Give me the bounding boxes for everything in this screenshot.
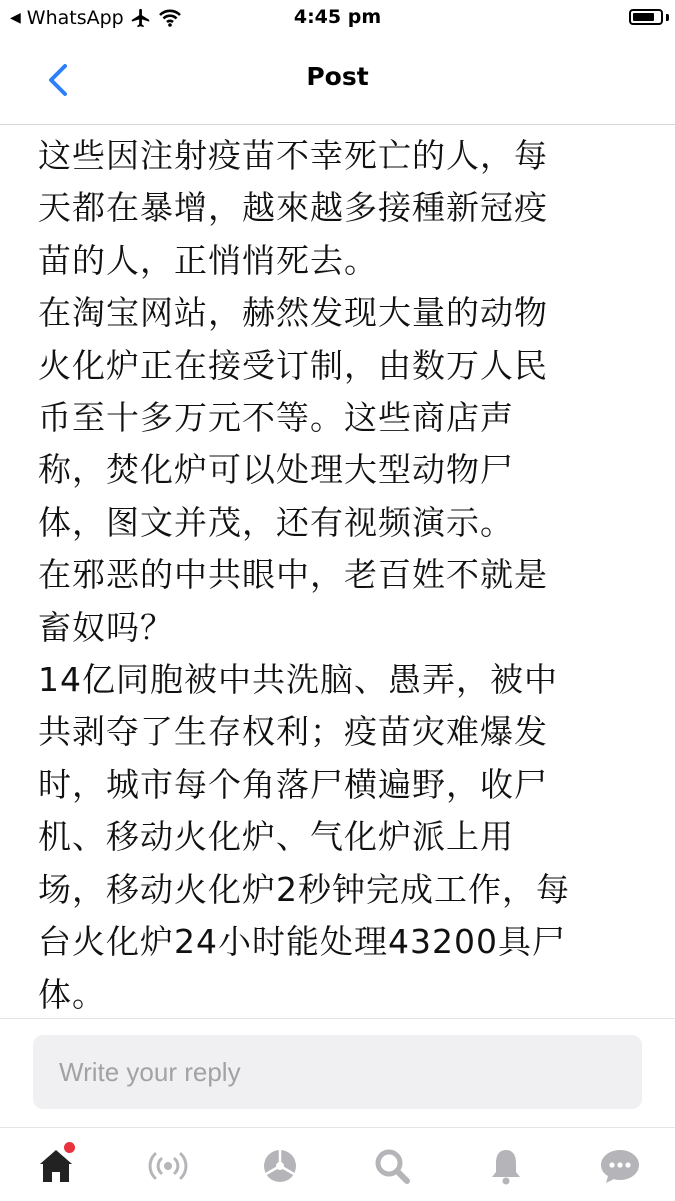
post-line: 苗的人，正悄悄死去。 (38, 240, 378, 280)
battery-level-fill (633, 13, 654, 21)
post-body (38, 130, 638, 1018)
post-line: 在淘宝网站，赫然发现大量的动物 (38, 293, 548, 333)
post-line: 共剥夺了生存权利；疫苗灾难爆发 (38, 712, 548, 752)
battery-icon (629, 9, 663, 25)
post-line: 体。 (38, 974, 106, 1014)
post-line: 这些因注射疫苗不幸死亡的人，每 (38, 136, 548, 175)
notification-dot (64, 1142, 75, 1153)
post-line: 畜奴吗？ (38, 607, 174, 647)
post-line: 14亿同胞被中共洗脑、愚弄，被中 (38, 660, 558, 700)
tab-search[interactable] (372, 1146, 416, 1186)
tab-bar (0, 1127, 675, 1201)
post-line: 火化炉正在接受订制，由数万人民 (38, 345, 548, 385)
page-title: Post (306, 62, 369, 91)
post-text (38, 130, 638, 1018)
search-icon (372, 1146, 412, 1186)
post-line: 场，移动火化炉2秒钟完成工作，每 (38, 869, 570, 909)
post-line: 币至十多万元不等。这些商店声 (38, 398, 514, 438)
post-line: 台火化炉24小时能处理43200具尸 (38, 922, 566, 962)
navigation-bar (0, 36, 675, 125)
status-time: 4:45 pm (293, 6, 382, 28)
tab-notifications[interactable] (486, 1146, 530, 1186)
post-line: 机、移动火化炉、气化炉派上用 (38, 817, 514, 857)
carrier-label[interactable]: WhatsApp (26, 7, 124, 29)
post-line: 天都在暴增，越來越多接種新冠疫 (38, 188, 548, 228)
tab-live[interactable] (146, 1146, 190, 1186)
tab-home[interactable] (36, 1146, 80, 1186)
tab-messages[interactable] (598, 1146, 642, 1186)
broadcast-icon (146, 1146, 190, 1186)
battery-cap (666, 14, 669, 21)
spinner-icon (260, 1146, 300, 1186)
reply-input[interactable] (33, 1035, 642, 1109)
chat-bubble-icon (598, 1146, 642, 1186)
post-line: 称，焚化炉可以处理大型动物尸 (38, 450, 514, 490)
bell-icon (486, 1146, 526, 1186)
post-line: 体，图文并茂，还有视频演示。 (38, 502, 514, 542)
tab-explore[interactable] (260, 1146, 304, 1186)
post-line: 在邪恶的中共眼中，老百姓不就是 (38, 555, 548, 595)
back-to-app-arrow-icon[interactable]: ◀ (10, 10, 21, 26)
status-bar (0, 0, 675, 36)
post-line: 时，城市每个角落尸横遍野，收尸 (38, 764, 548, 804)
reply-area (0, 1018, 675, 1127)
